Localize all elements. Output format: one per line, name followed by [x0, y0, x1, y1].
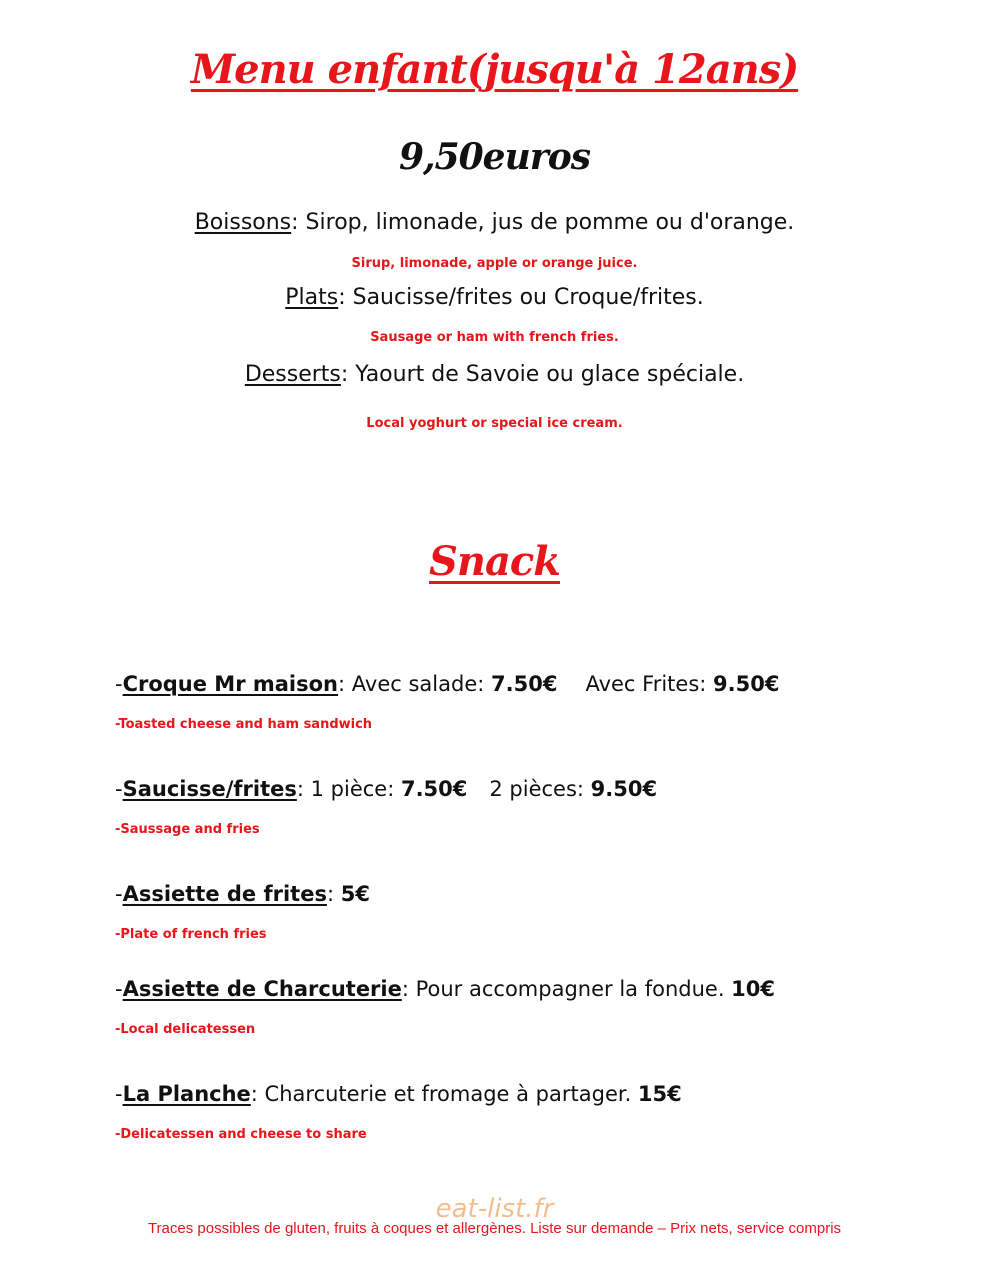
item-name: La Planche [122, 1082, 251, 1106]
item-dash: - [115, 672, 123, 696]
item-description: Charcuterie et fromage à partager. [257, 1082, 638, 1106]
item-name: Assiette de frites [122, 882, 327, 906]
drinks-translation: Sirup, limonade, apple or orange juice. [351, 256, 638, 271]
item-separator: : [296, 777, 304, 801]
snack-title: Snack [429, 538, 560, 585]
mains-text: : Saucisse/frites ou Croque/frites. [338, 285, 704, 310]
item-name: Assiette de Charcuterie [122, 977, 402, 1001]
item-option-2: Avec Frites: [585, 672, 714, 696]
item-translation: -Local delicatessen [115, 1022, 256, 1037]
desserts-text: : Yaourt de Savoie ou glace spéciale. [340, 362, 745, 387]
item-dash: - [115, 777, 123, 801]
item-price: 5€ [340, 882, 370, 906]
item-description [334, 882, 341, 906]
kids-menu-price: 9,50euros [398, 136, 590, 178]
item-option-2: 2 pièces: [489, 777, 591, 801]
kids-menu-title: Menu enfant(jusqu'à 12ans) [190, 46, 799, 93]
item-option-1: Avec salade: [345, 672, 491, 696]
kids-menu-drinks [0, 210, 989, 235]
item-translation: -Saussage and fries [115, 822, 260, 837]
mains-label: Plats [285, 285, 339, 310]
item-dash: - [115, 882, 123, 906]
item-separator: : [250, 1082, 258, 1106]
item-option-2-price: 9.50€ [713, 672, 780, 696]
item-separator: : [338, 672, 346, 696]
item-price: 15€ [637, 1082, 682, 1106]
desserts-translation: Local yoghurt or special ice cream. [366, 416, 623, 431]
snack-item-croque [115, 672, 945, 696]
item-price: 10€ [731, 977, 776, 1001]
mains-translation: Sausage or ham with french fries. [370, 330, 619, 345]
kids-menu-mains [0, 285, 989, 310]
item-translation: -Toasted cheese and ham sandwich [115, 717, 373, 732]
item-separator: : [401, 977, 409, 1001]
drinks-label: Boissons [194, 210, 292, 235]
item-option-2-price: 9.50€ [590, 777, 658, 801]
item-dash: - [115, 1082, 123, 1106]
item-option-1-price: 7.50€ [400, 777, 468, 801]
item-name: Croque Mr maison [122, 672, 339, 696]
kids-menu-desserts [0, 362, 989, 387]
footer-note: Traces possibles de gluten, fruits à coques et allergènes. Liste sur demande – Prix nets, service compris [147, 1220, 842, 1237]
item-description: Pour accompagner la fondue. [408, 977, 732, 1001]
snack-item-frites [115, 882, 945, 906]
snack-item-saucisse [115, 777, 945, 801]
item-separator: : [326, 882, 335, 906]
item-option-1: 1 pièce: [303, 777, 401, 801]
snack-item-charcuterie [115, 977, 945, 1001]
item-translation: -Plate of french fries [115, 927, 267, 942]
item-option-1-price: 7.50€ [491, 672, 558, 696]
item-translation: -Delicatessen and cheese to share [115, 1127, 367, 1142]
drinks-text: : Sirop, limonade, jus de pomme ou d'orange. [291, 210, 795, 235]
snack-item-planche [115, 1082, 945, 1106]
item-name: Saucisse/frites [122, 777, 297, 801]
watermark: eat-list.fr [435, 1194, 554, 1224]
item-dash: - [115, 977, 123, 1001]
desserts-label: Desserts [244, 362, 341, 387]
